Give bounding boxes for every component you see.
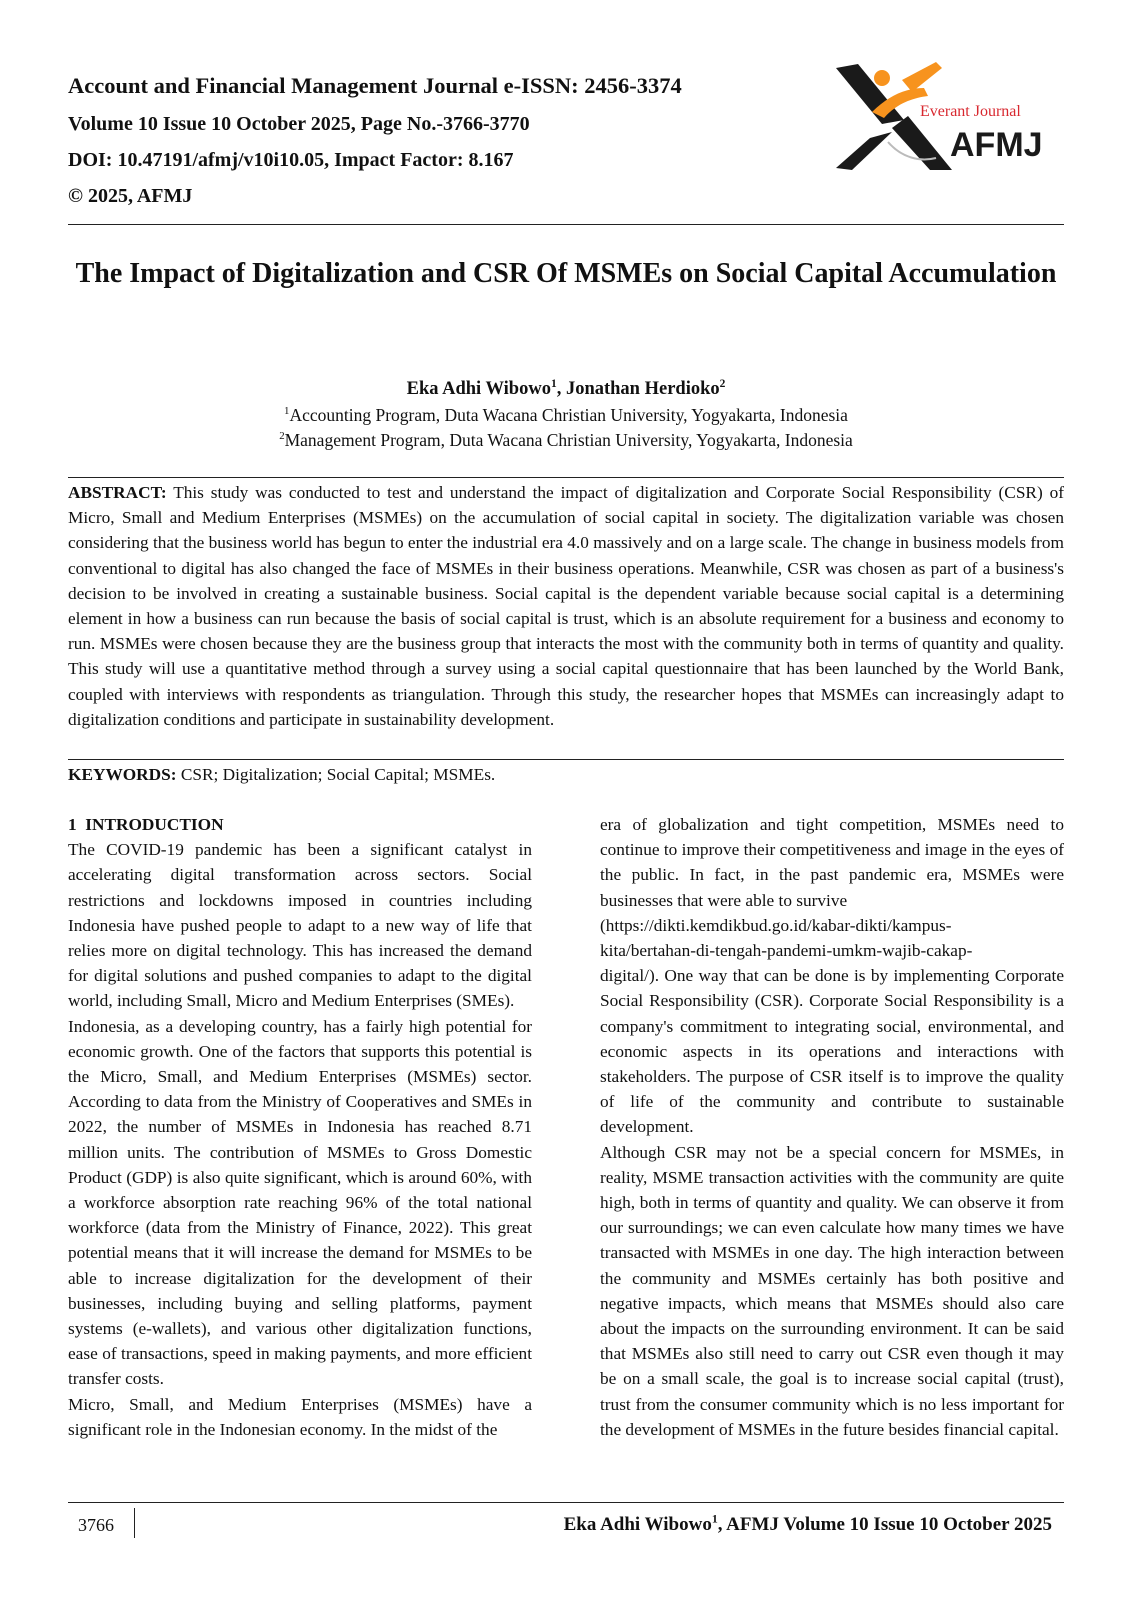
url-line: (https://dikti.kemdikbud.go.id/kabar-dikti/kampus-	[600, 915, 952, 935]
paragraph: digital/). One way that can be done is by implementing Corporate Social Responsibility (CSR). Corporate Social Responsibility is a company's commitment to integrating social, environmental, and economic aspects in its operations and interactions with stakeholders. The purpose of CSR itself is to improve the quality of life of the community and contribute to sustainable development.	[600, 966, 1064, 1137]
logo-brand-text: Everant Journal	[920, 103, 1021, 120]
header-divider	[68, 224, 1064, 225]
footer-journal: , AFMJ Volume 10 Issue 10 October 2025	[717, 1514, 1052, 1535]
afmj-logo	[832, 58, 1054, 178]
paragraph: Indonesia, as a developing country, has a fairly high potential for economic growth. One of the factors that supports this potential is the Micro, Small, and Medium Enterprises (MSMEs) sector. According to data from the Ministry of Cooperatives and SMEs in 2022, the number of MSMEs in Indonesia has reached 8.71 million units. The contribution of MSMEs to Gross Domestic Product (GDP) is also quite significant, which is around 60%, with a workforce absorption rate reaching 96% of the total national workforce (data from the Ministry of Finance, 2022). This great potential means that it will increase the demand for MSMEs to be able to increase digitalization for the development of their businesses, including buying and selling platforms, payment systems (e-wallets), and various other digitalization functions, ease of transactions, speed in making payments, and more efficient transfer costs.	[68, 1016, 532, 1389]
abstract-bottom-divider	[68, 759, 1064, 760]
affiliation-text: Management Program, Duta Wacana Christian University, Yogyakarta, Indonesia	[284, 430, 853, 450]
paragraph: The COVID-19 pandemic has been a significant catalyst in accelerating digital transformation across sectors. Social restrictions and lockdowns imposed in countries including Indonesia have pushed people to adapt to a new way of life that relies more on digital technology. This has increased the demand for digital solutions and pushed companies to adapt to the digital world, including Small, Micro and Medium Enterprises (SMEs).	[68, 840, 532, 1011]
footer-citation	[564, 1512, 1052, 1538]
footer-author: Eka Adhi Wibowo	[563, 1514, 712, 1535]
paragraph: era of globalization and tight competition, MSMEs need to continue to improve their competitiveness and image in the eyes of the public. In fact, in the past pandemic era, MSMEs were businesses that were able to survive	[600, 815, 1064, 910]
keywords-label: KEYWORDS:	[68, 765, 177, 784]
affiliation-sup: 2	[279, 430, 285, 443]
abstract-text: This study was conducted to test and understand the impact of digitalization and Corporate Social Responsibility (CSR) of Micro, Small and Medium Enterprises (MSMEs) on the accumulation of social capital in society. The digitalization variable was chosen considering that the business world has begun to enter the industrial era 4.0 massively and on a large scale. The change in business models from conventional to digital has also changed the face of MSMEs in their business operations. Meanwhile, CSR was chosen as part of a business's decision to be involved in creating a sustainable business. Social capital is the dependent variable because social capital is a determining element in how a business can run because the basis of social capital is trust, which is an absolute requirement for a business and economy to run. MSMEs were chosen because they are the business group that interacts the most with the community both in terms of quantity and quality. This study will use a quantitative method through a survey using a social capital questionnaire that has been launched by the World Bank, coupled with interviews with respondents as triangulation. Through this study, the researcher hopes that MSMEs can increasingly adapt to digitalization conditions and participate in sustainability development.	[68, 483, 1064, 729]
affiliation-1	[68, 403, 1064, 427]
keywords	[68, 762, 1064, 788]
abstract-top-divider	[68, 477, 1064, 478]
section-title: INTRODUCTION	[85, 815, 224, 834]
section-heading	[68, 812, 532, 837]
author-separator: ,	[556, 379, 566, 399]
body-left-column	[68, 812, 532, 1442]
author-name: Jonathan Herdioko	[565, 379, 720, 399]
page-number: 3766	[78, 1515, 114, 1535]
url-line: kita/bertahan-di-tengah-pandemi-umkm-wajib-cakap-	[600, 941, 973, 961]
article-title: The Impact of Digitalization and CSR Of MSMEs on Social Capital Accumulation	[75, 258, 1057, 289]
keywords-text: CSR; Digitalization; Social Capital; MSMEs.	[180, 765, 496, 784]
journal-header	[68, 66, 788, 214]
affiliation-2	[68, 428, 1064, 452]
paragraph: Micro, Small, and Medium Enterprises (MSMEs) have a significant role in the Indonesian economy. In the midst of the	[68, 1394, 532, 1439]
author-sup: 2	[719, 377, 726, 390]
logo-acronym: AFMJ	[950, 126, 1043, 164]
author-sup: 1	[550, 377, 557, 390]
abstract	[68, 480, 1064, 732]
footer-divider	[68, 1502, 1064, 1503]
section-number: 1	[68, 815, 77, 834]
footer-separator	[134, 1508, 135, 1538]
affiliation-text: Accounting Program, Duta Wacana Christian University, Yogyakarta, Indonesia	[289, 405, 848, 425]
author-name: Eka Adhi Wibowo	[406, 379, 551, 399]
journal-name: Account and Financial Management Journal e-ISSN: 2456-3374	[68, 73, 682, 98]
affiliation-sup: 1	[284, 405, 290, 418]
author-list	[68, 376, 1064, 402]
abstract-label: ABSTRACT:	[68, 483, 167, 502]
copyright: © 2025, AFMJ	[68, 185, 193, 207]
doi-info: DOI: 10.47191/afmj/v10i10.05, Impact Factor: 8.167	[68, 149, 514, 171]
body-right-column	[600, 812, 1064, 1442]
footer-sup: 1	[711, 1512, 718, 1526]
volume-info: Volume 10 Issue 10 October 2025, Page No.-3766-3770	[68, 113, 530, 135]
paragraph: Although CSR may not be a special concern for MSMEs, in reality, MSME transaction activities with the community are quite high, both in terms of quantity and quality. We can observe it from our surroundings; we can even calculate how many times we have transacted with MSMEs in one day. The high interaction between the community and MSMEs certainly has both positive and negative impacts, which means that MSMEs should also care about the impacts on the surrounding environment. It can be said that MSMEs also still need to carry out CSR even though it may be on a small scale, the goal is to increase social capital (trust), trust from the consumer community which is no less important for the development of MSMEs in the future besides financial capital.	[600, 1142, 1064, 1439]
